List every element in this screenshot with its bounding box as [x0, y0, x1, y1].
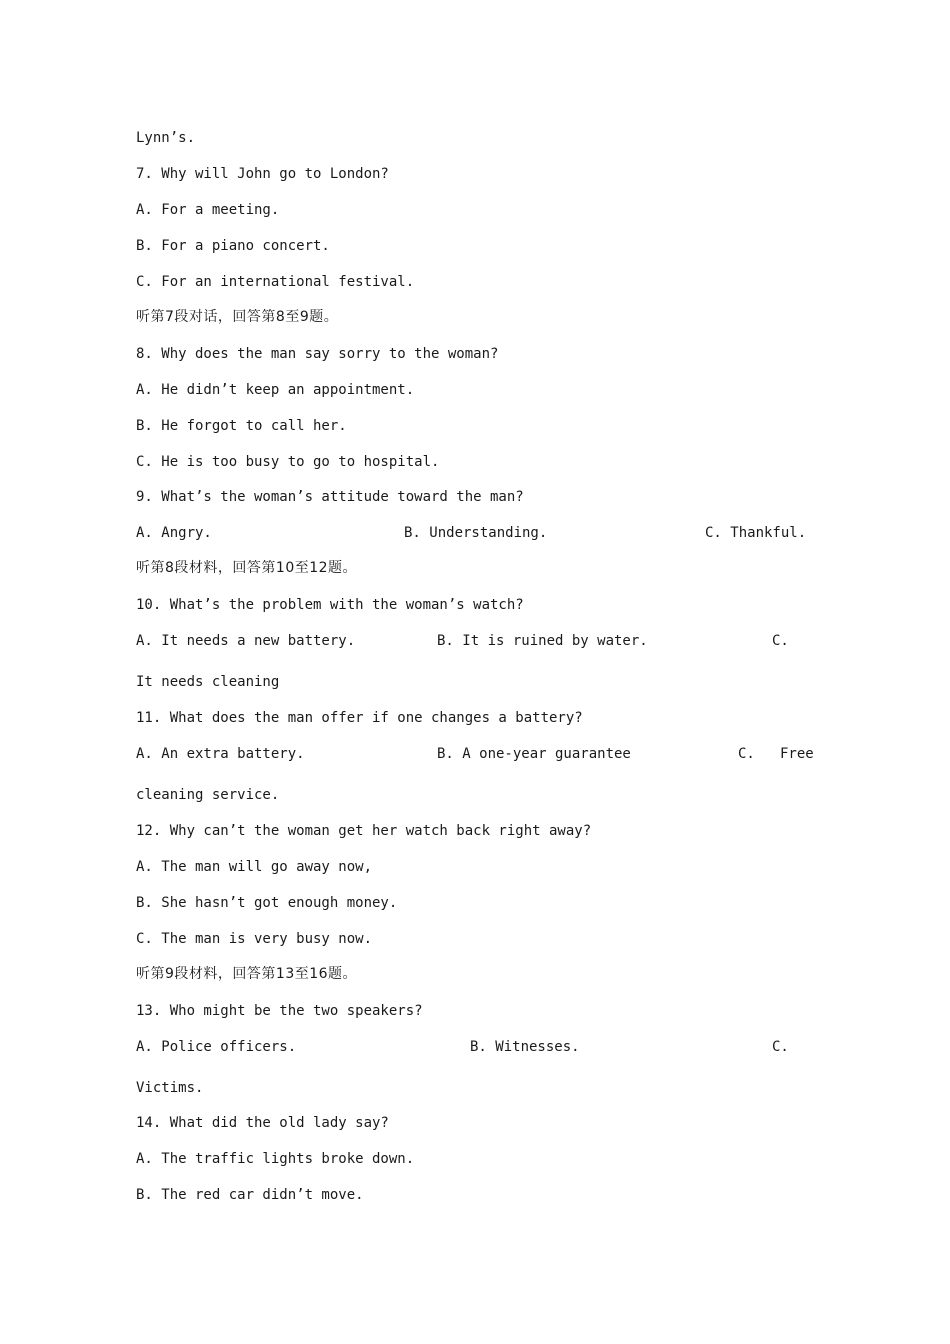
section-instruction-9: 听第9段材料，回答第13至16题。 [136, 966, 358, 982]
question-10-option-c-label: C. [772, 633, 789, 649]
question-12: 12. Why can’t the woman get her watch back right away? [136, 823, 592, 839]
question-10-option-b: B. It is ruined by water. [437, 633, 648, 649]
question-7-option-c: C. For an international festival. [136, 274, 415, 290]
question-8: 8. Why does the man say sorry to the woman? [136, 346, 499, 362]
question-11: 11. What does the man offer if one changes a battery? [136, 710, 583, 726]
question-14-option-b: B. The red car didn’t move. [136, 1187, 364, 1203]
question-9-option-a: A. Angry. [136, 525, 212, 541]
question-11-option-b: B. A one-year guarantee [437, 746, 631, 762]
question-12-option-b: B. She hasn’t got enough money. [136, 895, 398, 911]
question-13-option-b: B. Witnesses. [470, 1039, 580, 1055]
question-11-option-a: A. An extra battery. [136, 746, 305, 762]
question-8-option-b: B. He forgot to call her. [136, 418, 347, 434]
question-12-option-a: A. The man will go away now, [136, 859, 373, 875]
question-7: 7. Why will John go to London? [136, 166, 389, 182]
question-7-option-b: B. For a piano concert. [136, 238, 330, 254]
question-11-option-c-word: Free [780, 746, 814, 762]
question-8-option-c: C. He is too busy to go to hospital. [136, 454, 440, 470]
question-14-option-a: A. The traffic lights broke down. [136, 1151, 415, 1167]
question-11-option-c-label: C. [738, 746, 755, 762]
question-10: 10. What’s the problem with the woman’s watch? [136, 597, 524, 613]
question-9: 9. What’s the woman’s attitude toward the man? [136, 489, 524, 505]
question-13-option-c-text: Victims. [136, 1080, 204, 1096]
question-9-option-c: C. Thankful. [705, 525, 807, 541]
question-11-option-c-text: cleaning service. [136, 787, 280, 803]
question-13: 13. Who might be the two speakers? [136, 1003, 423, 1019]
question-7-option-a: A. For a meeting. [136, 202, 280, 218]
section-instruction-7: 听第7段对话，回答第8至9题。 [136, 309, 339, 325]
continued-text: Lynn’s. [136, 130, 196, 146]
question-12-option-c: C. The man is very busy now. [136, 931, 373, 947]
question-14: 14. What did the old lady say? [136, 1115, 389, 1131]
question-10-option-a: A. It needs a new battery. [136, 633, 356, 649]
question-10-option-c-text: It needs cleaning [136, 674, 280, 690]
question-9-option-b: B. Understanding. [404, 525, 548, 541]
question-13-option-c-label: C. [772, 1039, 789, 1055]
question-8-option-a: A. He didn’t keep an appointment. [136, 382, 415, 398]
question-13-option-a: A. Police officers. [136, 1039, 297, 1055]
section-instruction-8: 听第8段材料，回答第10至12题。 [136, 560, 358, 576]
